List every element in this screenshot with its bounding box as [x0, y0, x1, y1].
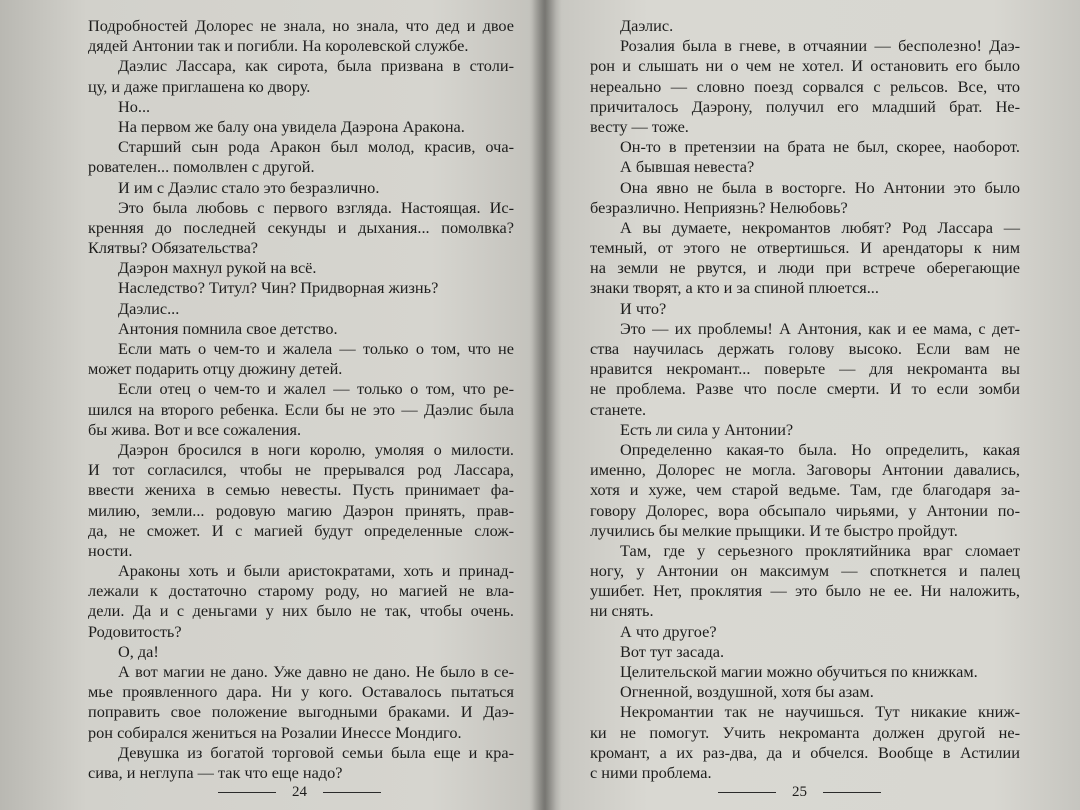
text-line: цу, и даже приглашена ко двору. [88, 76, 311, 96]
text-line: Розалия была в гневе, в отчаянии — бесполезно! Даэ- [620, 36, 1020, 56]
text-line: поправить свое положение выгодными браками. И Даэ- [88, 702, 514, 722]
text-line: На первом же балу она увидела Даэрона Аракона. [118, 116, 465, 136]
footer-rule [323, 792, 381, 793]
text-line: на земли не рвутся, и люди при встрече оберегающие [590, 258, 1020, 278]
text-line: Даэрон бросился в ноги королю, умоляя о милости. [118, 439, 514, 459]
text-line: хотя и хуже, чем старой ведьме. Там, где благодаря за- [590, 480, 1020, 500]
text-line: ни снять. [590, 601, 654, 621]
text-line: говору Долорес, вора обсыпало чирьями, у Антонии по- [590, 500, 1020, 520]
text-line: сива, и неглупа — так что еще надо? [88, 762, 343, 782]
text-line: Она явно не была в восторге. Но Антонии это было [620, 177, 1020, 197]
text-line: Даэлис... [118, 298, 180, 318]
text-line: шился на второго ребенка. Если бы не это — Даэлис была [88, 399, 514, 419]
text-line: мье проявленного дара. Ни у кого. Оставалось пытаться [88, 682, 514, 702]
text-line: А вы думаете, некромантов любят? Род Лассара — [620, 217, 1020, 237]
text-line: Старший сын рода Аракон был молод, красив, оча- [118, 137, 514, 157]
text-line: Антония помнила свое детство. [118, 318, 338, 338]
text-line: Целительской магии можно обучиться по книжкам. [620, 662, 978, 681]
text-line: не проблема. Разве что после смерти. И то если зомби [590, 379, 1020, 399]
right-page-footer [718, 784, 881, 801]
text-line: Он-то в претензии на брата не был, скорее, наоборот. [620, 137, 1020, 157]
text-line: Есть ли сила у Антонии? [620, 419, 794, 439]
text-line: нереально — словно поезд сорвался с рельсов. Все, что [590, 76, 1020, 96]
text-line: станете. [590, 399, 647, 419]
text-line: Это была любовь с первого взгляда. Настоящая. Ис- [118, 197, 514, 217]
text-line: Вот тут засада. [620, 641, 725, 661]
text-line: И тот согласился, чтобы не прерывался род Лассара, [88, 460, 514, 480]
text-line: Даэрон махнул рукой на всё. [118, 258, 317, 278]
text-line: весту — тоже. [590, 116, 689, 136]
text-line: лучились бы мелкие прыщики. И те быстро пройдут. [590, 520, 958, 540]
text-line: Огненной, воздушной, хотя бы азам. [620, 682, 874, 702]
text-line: рон собирался жениться на Розалии Инессе Мондиго. [88, 722, 462, 742]
text-line: кренняя до последней секунды и дыхания... помолвка? [88, 217, 514, 237]
book-gutter [532, 0, 556, 810]
text-line: кромант, а их раз-два, да и обчелся. Вообще в Астилии [590, 742, 1020, 762]
text-line: милию, земли... родовую магию Даэрон принять, прав- [88, 500, 514, 520]
text-line: может подарить отцу дюжину детей. [88, 359, 343, 379]
text-line: А бывшая невеста? [620, 157, 755, 177]
text-line: ногу, у Антонии он максимум — споткнется и палец [590, 561, 1020, 581]
text-line: Там, где у серьезного проклятийника враг сломает [620, 540, 1020, 560]
text-line: Даэлис. [620, 16, 674, 35]
text-line: ства научилась держать голову высоко. Если вам не [590, 339, 1020, 358]
text-line: Даэлис Лассара, как сирота, была призвана в столи- [118, 56, 514, 76]
text-line: А что другое? [620, 621, 717, 641]
text-line: лежали к достаточно старому роду, но магией не вла- [88, 581, 514, 601]
text-line: Некромантии так не научишься. Тут никакие книж- [620, 702, 1020, 722]
text-line: А вот магии не дано. Уже давно не дано. Не было в се- [118, 662, 514, 681]
text-line: Подробностей Долорес не знала, но знала, что дед и двое [88, 16, 514, 35]
text-line: Но... [118, 96, 151, 116]
text-line: дели. Да и с деньгами у них было не так, чтобы очень. [88, 601, 514, 621]
text-line: ввести жениха в семью невесты. Пусть принимает фа- [88, 480, 514, 500]
right-page-number: 25 [792, 784, 807, 800]
text-line: Если мать о чем-то и жалела — только о том, что не [118, 339, 514, 358]
left-page-number: 24 [292, 784, 307, 800]
text-line: Клятвы? Обязательства? [88, 238, 259, 258]
text-line: дядей Антонии так и погибли. На королевской службе. [88, 36, 469, 56]
text-line: именно, Долорес не могла. Заговоры Антонии давались, [590, 460, 1020, 480]
text-line: О, да! [118, 641, 159, 661]
text-line: безразлично. Неприязнь? Нелюбовь? [590, 197, 848, 217]
text-line: знаки творят, а кто и за спиной плюется... [590, 278, 879, 298]
footer-rule [218, 792, 276, 793]
left-page-footer [218, 784, 381, 801]
text-line: рон и слышать ни о чем не хотел. И остановить его было [590, 56, 1020, 76]
text-line: Родовитость? [88, 621, 182, 641]
text-line: нравится некромант... поверьте — для некроманта вы [590, 359, 1020, 379]
footer-rule [718, 792, 776, 793]
text-line: ности. [88, 540, 133, 560]
text-line: Определенно какая-то была. Но определить, какая [620, 439, 1020, 459]
text-line: рователен... помолвлен с другой. [88, 157, 315, 177]
text-line: да, не сможет. И с магией будут определенные слож- [88, 520, 514, 540]
text-line: И что? [620, 298, 667, 318]
text-line: Наследство? Титул? Чин? Придворная жизнь? [118, 278, 439, 298]
text-line: причиталось Даэрону, получил его младший брат. Не- [590, 96, 1020, 116]
text-line: И им с Даэлис стало это безразлично. [118, 177, 380, 197]
text-line: ки не помогут. Учить некроманта должен другой не- [590, 722, 1020, 742]
text-line: Араконы хоть и были аристократами, хоть и принад- [118, 561, 514, 581]
footer-rule [823, 792, 881, 793]
left-page-text [88, 16, 514, 783]
text-line: темный, от этого не отвертишься. И арендаторы к ним [590, 238, 1020, 258]
text-line: бы жива. Вот и все сожаления. [88, 419, 302, 439]
text-line: Если отец о чем-то и жалел — только о том, что ре- [118, 379, 514, 399]
text-line: Это — их проблемы! А Антония, как и ее мама, с дет- [620, 318, 1020, 338]
text-line: ушибет. Нет, проклятия — это было не ее. Ни наложить, [590, 581, 1020, 601]
text-line: Девушка из богатой торговой семьи была еще и кра- [118, 742, 514, 762]
right-page-text [590, 16, 1020, 783]
text-line: с ними проблема. [590, 762, 712, 782]
